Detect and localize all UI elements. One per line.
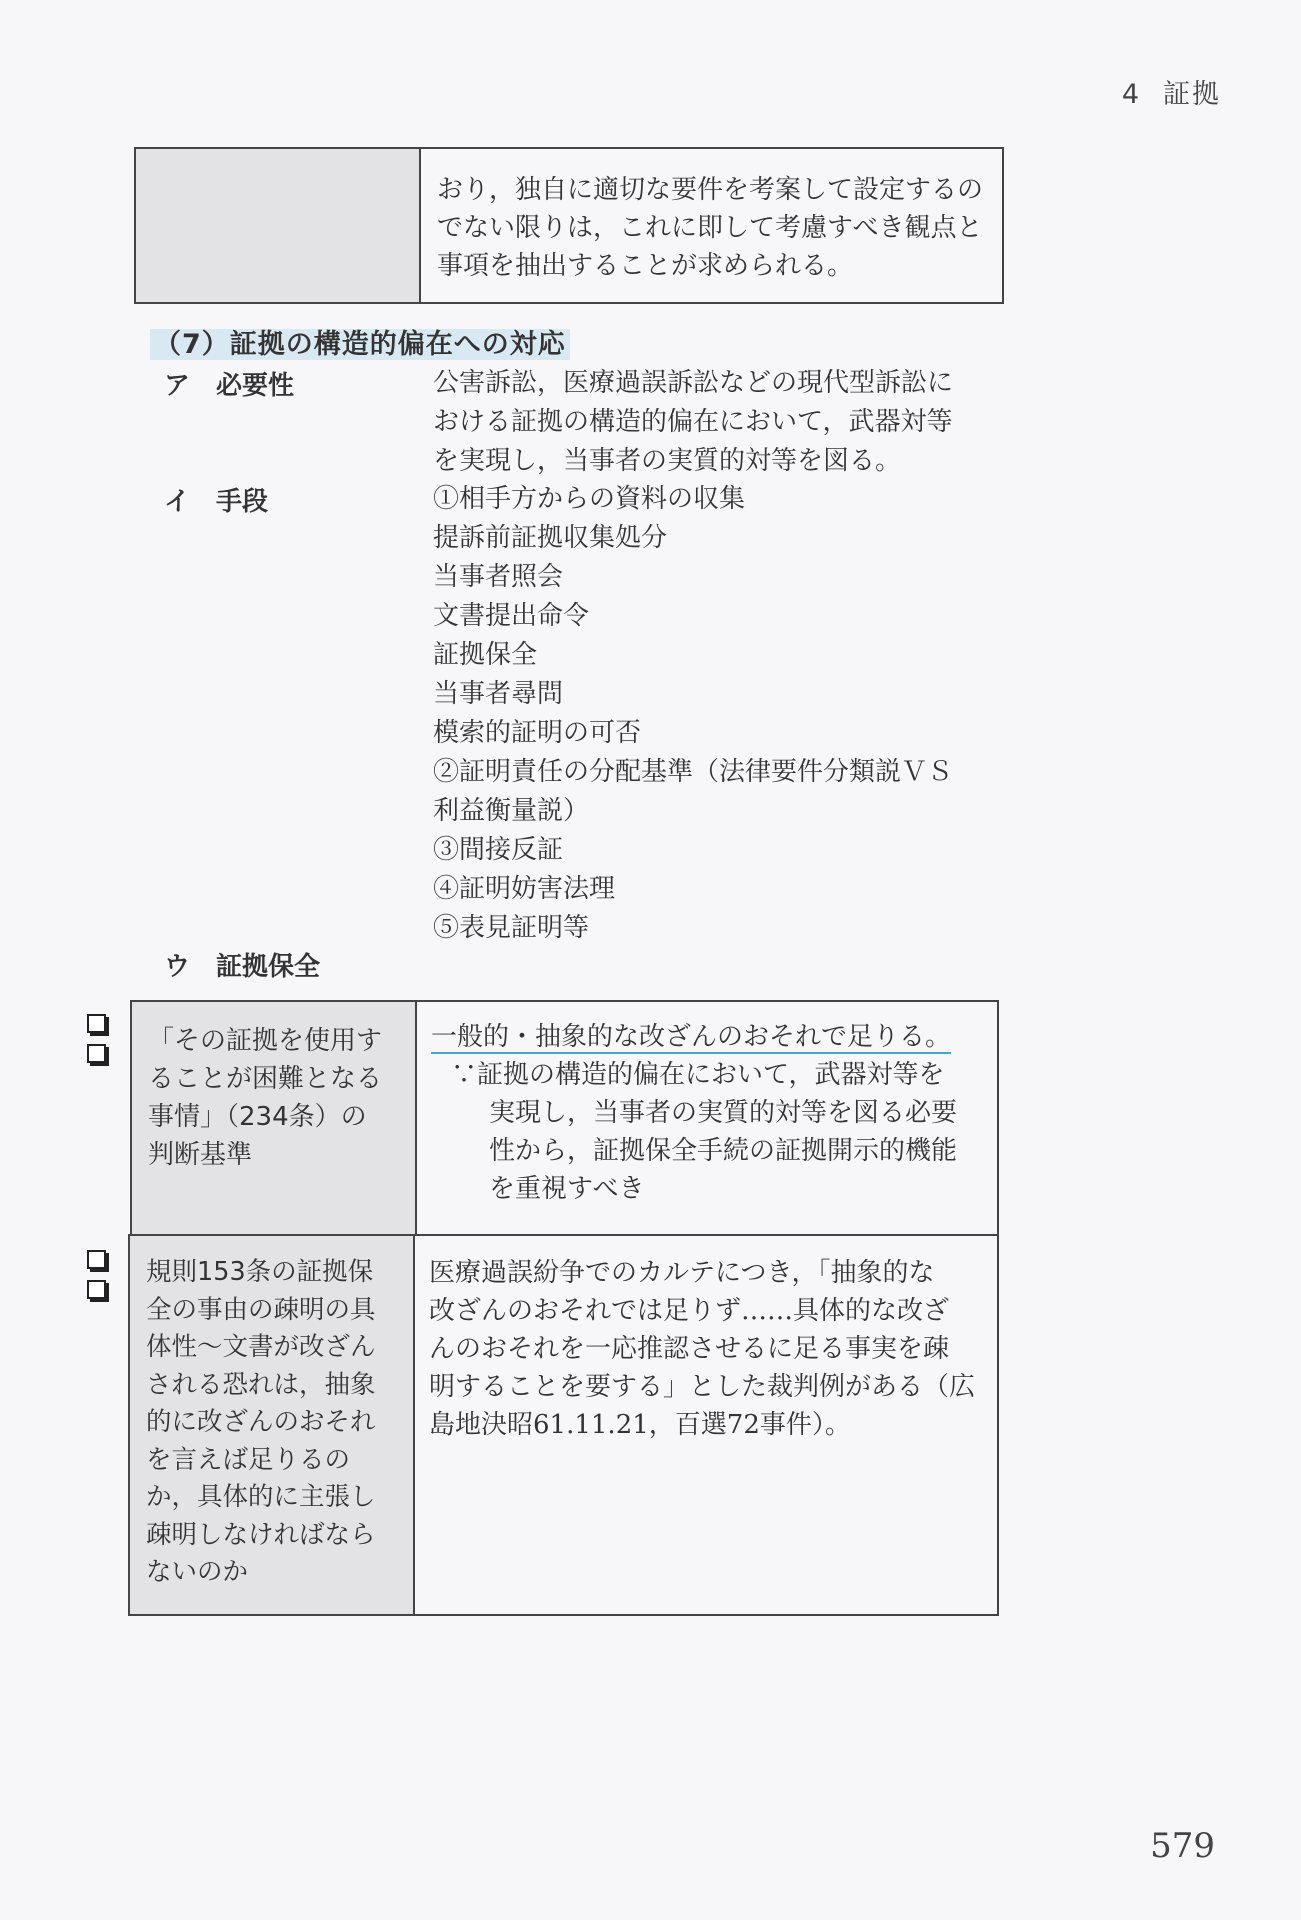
bottom-box-answer-line: 島地決昭61.11.21，百選72事件）。 bbox=[429, 1410, 851, 1440]
item-i-line: 提訴前証拠収集処分 bbox=[433, 523, 668, 553]
checkbox-1b[interactable] bbox=[87, 1044, 106, 1063]
section-heading-text: （7）証拠の構造的偏在への対応 bbox=[150, 329, 570, 360]
mid-box bbox=[130, 1000, 999, 1236]
bottom-box-question-line: か，具体的に主張し bbox=[146, 1482, 376, 1512]
bottom-box-question-cell bbox=[130, 1236, 415, 1614]
bottom-box-question-line: 規則153条の証拠保 bbox=[146, 1257, 374, 1287]
bottom-box-question-line: 全の事由の疎明の具 bbox=[146, 1294, 376, 1325]
bottom-box-question-line: 的に改ざんのおそれ bbox=[146, 1407, 376, 1437]
bottom-box-answer-cell bbox=[415, 1236, 997, 1614]
top-box-left-cell bbox=[136, 149, 421, 302]
section-heading bbox=[150, 322, 570, 361]
page-number: 579 bbox=[1150, 1826, 1215, 1866]
bottom-box-question-line: を言えば足りるの bbox=[146, 1444, 351, 1475]
chapter-number: 4 bbox=[1121, 79, 1141, 110]
bottom-box-answer-line: 医療過誤紛争でのカルテにつき，「抽象的な bbox=[429, 1258, 935, 1288]
item-i-line: ③間接反証 bbox=[433, 835, 564, 865]
item-i-line: 文書提出命令 bbox=[433, 601, 590, 631]
bottom-box bbox=[128, 1234, 999, 1616]
checkbox-2b[interactable] bbox=[87, 1280, 106, 1299]
mid-box-reason-line: 実現し，当事者の実質的対等を図る必要 bbox=[489, 1098, 958, 1128]
item-i-line: 当事者照会 bbox=[433, 562, 564, 592]
item-i-text bbox=[433, 480, 993, 948]
bottom-box-question-line: 疎明しなければなら bbox=[146, 1519, 376, 1550]
mid-box-question-cell bbox=[132, 1002, 417, 1234]
chapter-header bbox=[1122, 72, 1221, 111]
bottom-box-question-line: される恐れは，抽象 bbox=[146, 1369, 376, 1400]
mid-box-answer-underlined: 一般的・抽象的な改ざんのおそれで足りる。 bbox=[431, 1022, 952, 1052]
checkbox-1a[interactable] bbox=[87, 1014, 106, 1033]
mid-box-question-line: 事情」（234条）の bbox=[148, 1102, 367, 1132]
item-i-line: ④証明妨害法理 bbox=[433, 874, 616, 904]
item-i-label: イ 手段 bbox=[164, 487, 269, 517]
top-box-right-cell bbox=[421, 149, 1002, 302]
item-a-line: おける証拠の構造的偏在において，武器対等 bbox=[433, 407, 953, 437]
item-a-line: 公害訴訟，医療過誤訴訟などの現代型訴訟に bbox=[433, 368, 954, 398]
mid-box-question-line: 「その証拠を使用す bbox=[148, 1026, 383, 1056]
item-i-line: ①相手方からの資料の収集 bbox=[433, 484, 746, 514]
item-i-line: ②証明責任の分配基準（法律要件分類説ＶＳ bbox=[433, 757, 954, 787]
checkbox-2a[interactable] bbox=[87, 1250, 106, 1269]
mid-box-reason-line: を重視すべき bbox=[489, 1174, 645, 1204]
item-i-line: 証拠保全 bbox=[433, 640, 538, 670]
item-i-line: 当事者尋問 bbox=[433, 679, 564, 709]
top-box-line: でない限りは，これに即して考慮すべき観点と bbox=[437, 213, 983, 243]
chapter-title: 証拠 bbox=[1163, 79, 1221, 110]
item-a-line: を実現し，当事者の実質的対等を図る。 bbox=[433, 446, 902, 476]
bottom-box-answer-line: んのおそれを一応推認させるに足る事実を疎 bbox=[429, 1334, 950, 1364]
bottom-box-question-line: ないのか bbox=[146, 1557, 249, 1587]
mid-box-question-line: ることが困難となる bbox=[148, 1064, 383, 1094]
item-i-line: 模索的証明の可否 bbox=[433, 718, 642, 748]
mid-box-because-line: ∵証拠の構造的偏在において，武器対等を bbox=[451, 1060, 945, 1090]
top-box bbox=[134, 147, 1004, 304]
bottom-box-question-line: 体性～文書が改ざん bbox=[146, 1332, 376, 1362]
item-u-label: ウ 証拠保全 bbox=[164, 952, 321, 982]
item-i-line: ⑤表見証明等 bbox=[433, 913, 590, 943]
bottom-box-answer-line: 明することを要する」とした裁判例がある（広 bbox=[429, 1372, 976, 1402]
mid-box-reason-line: 性から，証拠保全手続の証拠開示的機能 bbox=[489, 1136, 958, 1166]
top-box-line: 事項を抽出することが求められる。 bbox=[437, 251, 854, 281]
bottom-box-answer-line: 改ざんのおそれでは足りず……具体的な改ざ bbox=[429, 1296, 950, 1326]
item-i-line: 利益衡量説） bbox=[433, 796, 590, 826]
item-a-text bbox=[433, 364, 993, 481]
mid-box-question-line: 判断基準 bbox=[148, 1140, 253, 1170]
mid-box-answer-cell bbox=[417, 1002, 997, 1234]
top-box-line: おり，独自に適切な要件を考案して設定するの bbox=[437, 175, 984, 205]
item-a-label: ア 必要性 bbox=[164, 371, 295, 401]
